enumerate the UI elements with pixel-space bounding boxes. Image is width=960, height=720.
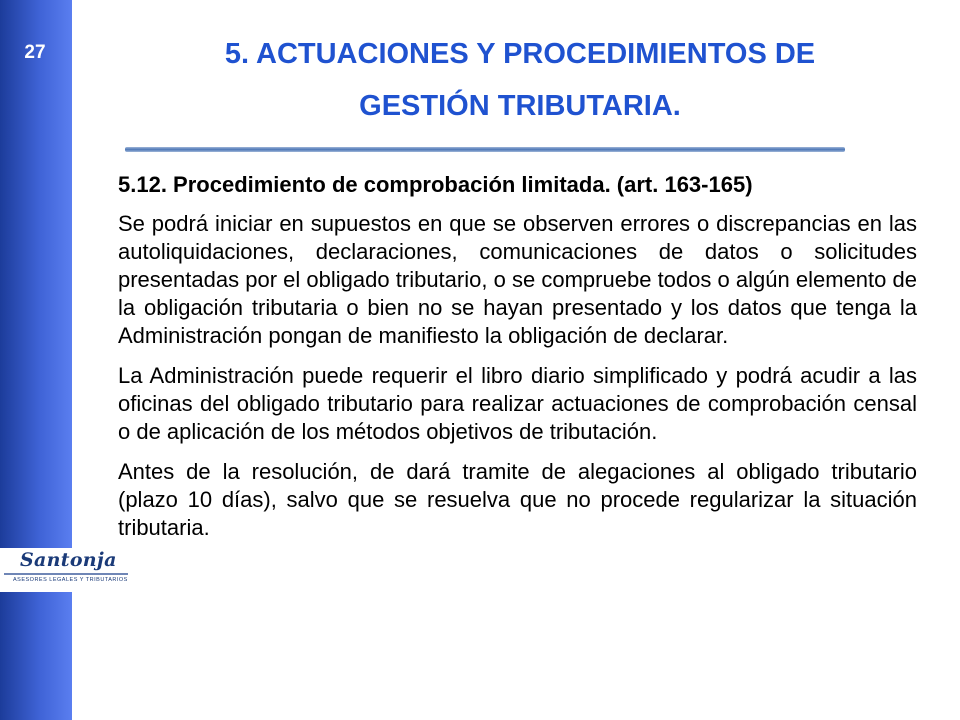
- body-paragraph-2: La Administración puede requerir el libro diario simplificado y podrá acudir a las oficinas del obligado tributario para realizar actuaciones de comprobación censal o de aplicación de los métodos objetivos de tributación.: [118, 363, 917, 444]
- section-subheading: 5.12. Procedimiento de comprobación limitada. (art. 163-165): [118, 172, 753, 197]
- left-sidebar-band: [0, 0, 72, 720]
- body-paragraph-1: Se podrá iniciar en supuestos en que se observen errores o discrepancias en las autoliquidaciones, declaraciones, comunicaciones de datos o solicitudes presentadas por el obligado tributario, o se compruebe todos o algún elemento de la obligación tributaria o bien no se hayan presentado y los datos que tenga la Administración pongan de manifiesto la obligación de declarar.: [118, 211, 917, 348]
- slide-title: [100, 28, 940, 132]
- logo-rule: [4, 573, 128, 575]
- body-paragraph-3: Antes de la resolución, de dará tramite de alegaciones al obligado tributario (plazo 10 días), salvo que se resuelva que no procede regularizar la situación tributaria.: [118, 459, 917, 540]
- title-divider: [125, 147, 845, 152]
- slide-body: [118, 170, 917, 554]
- santonja-logo: [0, 548, 132, 592]
- logo-tagline: ASESORES LEGALES Y TRIBUTARIOS: [13, 577, 128, 583]
- title-line-2: GESTIÓN TRIBUTARIA.: [359, 90, 681, 122]
- title-line-1: 5. ACTUACIONES Y PROCEDIMIENTOS DE: [224, 38, 816, 70]
- logo-wordmark: Santonja: [20, 549, 117, 571]
- slide-number: 27: [24, 42, 46, 63]
